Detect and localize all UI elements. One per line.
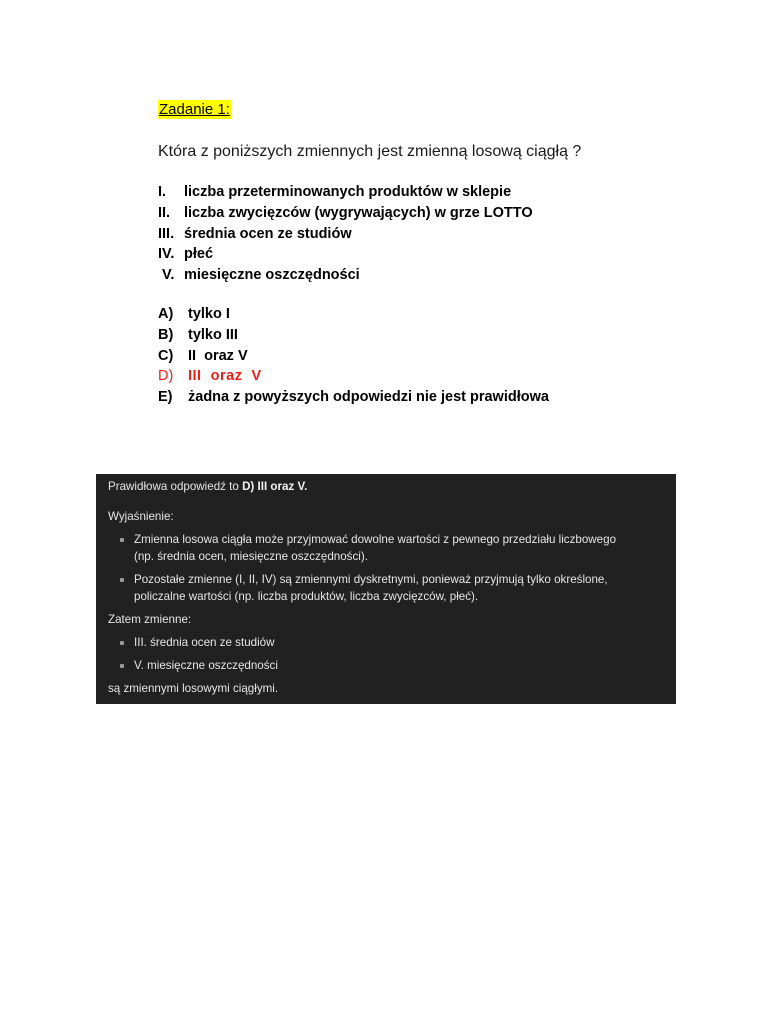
bullet-icon: [120, 641, 124, 645]
statement-item: [158, 182, 533, 203]
option-text: II oraz V: [188, 347, 248, 364]
answer-intro-prefix: Prawidłowa odpowiedź to: [108, 480, 243, 493]
option-b: [158, 325, 549, 346]
option-text: tylko III: [188, 326, 238, 343]
statement-text: liczba zwycięzców (wygrywających) w grze LOTTO: [184, 204, 533, 221]
statement-text: płeć: [184, 246, 214, 263]
statement-item: [158, 224, 533, 245]
bullet-icon: [120, 538, 124, 542]
bullet-icon: [120, 664, 124, 668]
option-letter: C): [158, 347, 174, 364]
statement-number: III.: [158, 225, 175, 242]
statement-item: [158, 265, 533, 286]
option-letter: B): [158, 326, 174, 343]
statement-number: I.: [158, 184, 167, 200]
option-text: III oraz V: [188, 368, 262, 385]
conclusion-text: są zmiennymi losowymi ciągłymi.: [108, 682, 279, 695]
option-text: żadna z powyższych odpowiedzi nie jest prawidłowa: [188, 389, 549, 406]
option-e: [158, 387, 549, 408]
option-letter: E): [158, 389, 173, 406]
statement-number: V.: [162, 267, 175, 284]
answer-explanation-panel: [96, 474, 676, 704]
statement-text: miesięczne oszczędności: [184, 267, 360, 284]
therefore-bullet: V. miesięczne oszczędności: [134, 659, 278, 672]
explanation-label: Wyjaśnienie:: [108, 510, 174, 523]
answer-intro-correct: D) III oraz V.: [242, 480, 308, 493]
statements-list: [158, 182, 533, 286]
explanation-bullet-line: Zmienna losowa ciągła może przyjmować dowolne wartości z pewnego przedziału liczbowego: [134, 533, 617, 546]
option-a: [158, 304, 549, 325]
answer-intro: [108, 479, 307, 495]
explanation-bullet-line: policzalne wartości (np. liczba produktów, liczba zwycięzców, płeć).: [134, 590, 479, 603]
statement-number: II.: [158, 204, 171, 221]
option-letter: A): [158, 306, 174, 322]
question-text: Która z poniższych zmiennych jest zmienną losową ciągłą ?: [158, 143, 582, 160]
statement-item: [158, 244, 533, 265]
option-d-correct: [158, 366, 549, 387]
statement-item: [158, 203, 533, 224]
explanation-bullet-line: (np. średnia ocen, miesięczne oszczędności).: [134, 550, 368, 563]
statement-text: średnia ocen ze studiów: [184, 225, 352, 242]
answer-options-list: [158, 304, 549, 408]
statement-number: IV.: [158, 246, 175, 263]
bullet-icon: [120, 578, 124, 582]
therefore-bullet: III. średnia ocen ze studiów: [134, 636, 275, 649]
option-letter: D): [158, 368, 174, 385]
explanation-bullet-line: Pozostałe zmienne (I, II, IV) są zmiennymi dyskretnymi, ponieważ przyjmują tylko określone,: [134, 573, 608, 586]
task-title: Zadanie 1:: [159, 101, 230, 118]
option-text: tylko I: [188, 306, 230, 322]
option-c: [158, 346, 549, 367]
statement-text: liczba przeterminowanych produktów w sklepie: [184, 184, 512, 200]
therefore-label: Zatem zmienne:: [108, 613, 192, 626]
